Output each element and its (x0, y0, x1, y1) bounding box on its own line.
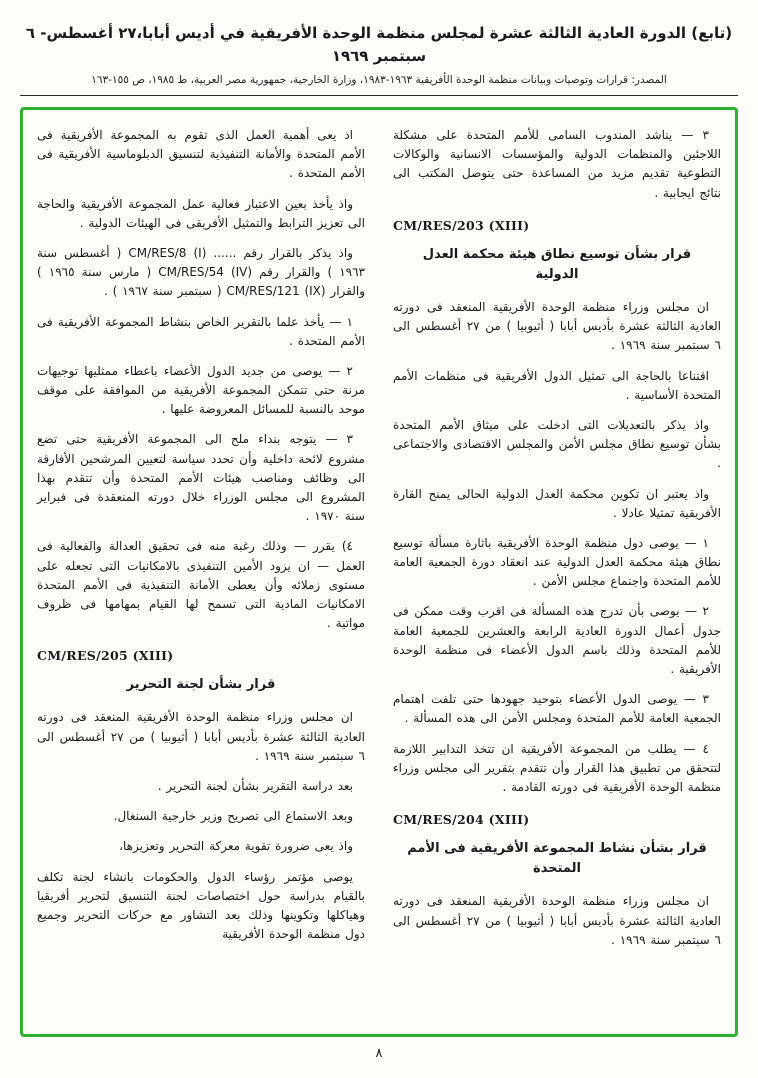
page-footer (0, 1046, 758, 1061)
resolution-heading: قرار بشأن لجنة التحرير (126, 677, 276, 693)
paragraph: ١ — يأخذ علما بالتقرير الخاص بنشاط المجموعة الأفريقية فى الأمم المتحدة . (37, 314, 365, 348)
paragraph: ٣ — يتوجه بنداء ملح الى المجموعة الأفريقية حتى تضع مشروع لائحة داخلية وأن تحدد سياسة لتعيين المرشحين الأفارقة الى وظائف ومناصب هيئات الأمم المتحدة وأن تتقدم بهذا المشروع الى مجلس الوزراء خلال دورته المنعقدة فى فبراير سنة ١٩٧٠ . (37, 432, 365, 524)
paragraph: يوصى مؤتمر رؤساء الدول والحكومات بانشاء لجنة تكلف بالقيام بدراسة حول اختصاصات لجنة التنسيق لتحرير أفريقيا وهياكلها وتكوينها وذلك بعد التشاور مع حركات التحرير وجميع دول منظمة الوحدة الأفريقية (37, 869, 365, 942)
paragraph: ان مجلس وزراء منظمة الوحدة الأفريقية المنعقد فى دورته العادية الثالثة عشرة بأديس أبابا ( أثيوبيا ) من ٢٧ أغسطس الى ٦ سبتمبر سنة ١٩٦٩ . (393, 894, 722, 947)
paragraph: ان مجلس وزراء منظمة الوحدة الأفريقية المنعقد فى دورته العادية الثالثة عشرة بأديس أبابا ( أثيوبيا ) من ٢٧ أغسطس الى ٦ سبتمبر سنة ١٩٦٩ . (37, 710, 366, 763)
paragraph: ان مجلس وزراء منظمة الوحدة الأفريقية المنعقد فى دورته العادية الثالثة عشرة بأديس أبابا ( أثيوبيا ) من ٢٧ أغسطس الى ٦ سبتمبر سنة ١٩٦٩ . (393, 300, 722, 353)
content-border-box (20, 107, 738, 1037)
paragraph: ٣ — يناشد المندوب السامى للأمم المتحدة على مشكلة اللاجئين والمنظمات الدولية والمؤسسات الانسانية والوكالات التطوعية تقديم مزيد من المساعدة حتى يتوصل المكتب الى نتائج ايجابية . (393, 128, 721, 200)
resolution-heading: قرار بشأن نشاط المجموعة الأفريقية فى الأمم المتحدة (407, 841, 707, 877)
paragraph: واذ يذكر بالقرار رقم ...... CM/RES/8 (I) ( أغسطس سنة ١٩٦٣ ) والقرار رقم CM/RES/54 (IV) ( مارس سنة ١٩٦٥ ) والقرار CM/RES/121 (IX) ( سبتمبر سنة ١٩٦٧ ) . (37, 245, 365, 299)
paragraph: واذ يذكر بالتعديلات التى ادخلت على ميثاق الأمم المتحدة بشأن توسيع نطاق مجلس الأمن والمجلس الاقتصادى والاجتماعى . (393, 417, 721, 471)
resolution-heading: قرار بشأن توسيع نطاق هيئة محكمة العدل الدولية (422, 246, 692, 282)
paragraph: ٣ — يوصى الدول الأعضاء بتوحيد جهودها حتى تلفت اهتمام الجمعية العامة للأمم المتحدة ومجلس الأمن الى هذه المسألة . (393, 692, 721, 726)
column-right (393, 126, 721, 961)
paragraph: ٢ — يوصى من جديد الدول الأعضاء باعطاء ممثليها توجيهات مرنة حتى تتمكن المجموعة الأفريقية من الموافقة على موقف موحد بالنسبة للمسائل المعروضة عليها . (37, 363, 365, 417)
two-column-layout (37, 126, 721, 961)
paragraph: واذ يعتبر ان تكوين محكمة العدل الدولية الحالى يمنح القارة الأفريقية تمثيلا عادلا . (393, 486, 721, 520)
page-header (0, 0, 758, 96)
paragraph: اذ يعى أهمية العمل الذى تقوم به المجموعة الأفريقية فى الأمم المتحدة والأمانة التنفيذية لتنسيق الدبلوماسية الأفريقية فى الأمم المتحدة . (37, 128, 365, 181)
page-number: ٨ (375, 1046, 383, 1061)
resolution-ref: CM/RES/203 (XIII) (393, 217, 530, 233)
paragraph: ١ — يوصى دول منظمة الوحدة الأفريقية باثارة مسألة توسيع نطاق هيئة محكمة العدل الدولية عند انعقاد دورة الجمعية العامة للأمم المتحدة واجتماع مجلس الأمن . (393, 535, 721, 589)
paragraph: ٢ — يوصى بأن تدرج هذه المسألة فى اقرب وقت ممكن فى جدول أعمال الدورة العادية الرابعة والعشرين للجمعية العامة للأمم المتحدة وذلك باسم الدول الأعضاء فى منظمة الوحدة الأفريقية . (393, 604, 721, 677)
source-line: المصدر: قرارات وتوصيات وبيانات منظمة الوحدة الأفريقية ١٩٦٣-١٩٨٣، وزارة الخارجية، جمهورية مصر العربية، ط ١٩٨٥، ص ١٥٥-١٦٣ (91, 74, 667, 86)
paragraph: واذ يعى ضرورة تقوية معركة التحرير وتعزيزها، (119, 839, 353, 854)
paragraph: ٤ — يطلب من المجموعة الأفريقية ان تتخذ التدابير اللازمة لتتحقق من تطبيق هذا القرار وأن تتقدم بتقرير الى مجلس وزراء منظمة الوحدة الأفريقية فى دورته القادمة . (393, 741, 721, 794)
document-title: (تابع) الدورة العادية الثالثة عشرة لمجلس منظمة الوحدة الأفريقية في أديس أبابا،٢٧ أغسطس- ٦ سبتمبر ١٩٦٩ (25, 24, 733, 65)
paragraph: وبعد الاستماع الى تصريح وزير خارجية السنغال. (113, 809, 353, 824)
resolution-ref: CM/RES/205 (XIII) (37, 648, 174, 664)
paragraph: بعد دراسة التقرير بشأن لجنة التحرير . (157, 779, 353, 794)
paragraph: اقتناعا بالحاجة الى تمثيل الدول الأفريقية فى منظمات الأمم المتحدة الأساسية . (393, 368, 721, 402)
header-divider (20, 95, 738, 96)
paragraph: واذ يأخذ بعين الاعتبار فعالية عمل المجموعة الأفريقية والحاجة الى تعزيز الترابط والتمثيل الأفريقى فى الهيئات الدولية . (37, 196, 365, 230)
paragraph: ٤) يقرر — وذلك رغبة منه فى تحقيق العدالة والفعالية فى العمل — ان يزود الأمين التنفيذى بالامكانيات التى تجعله على مستوى زملائه وأن يعطى الأمانة التنفيذية فى الأمم المتحدة الامكانيات المادية التى تسمح لها القيام بمهامها فى ظروف مواتية . (37, 539, 365, 631)
column-left (37, 126, 365, 961)
resolution-ref: CM/RES/204 (XIII) (393, 812, 530, 828)
